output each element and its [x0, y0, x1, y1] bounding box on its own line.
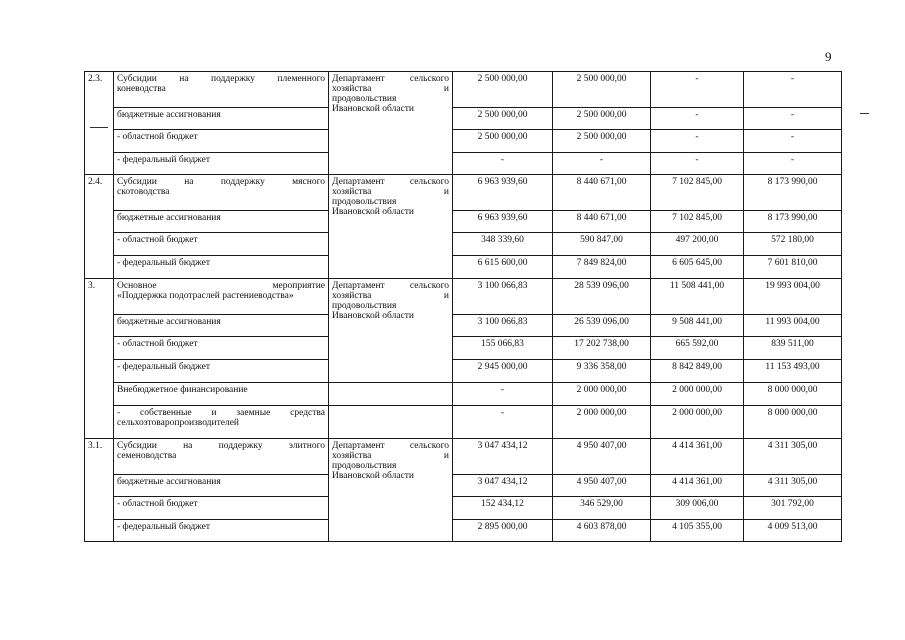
row-label: - федеральный бюджет: [114, 153, 329, 175]
department-line2: хозяйства и: [332, 187, 449, 197]
amount-cell: 7 849 824,00: [553, 256, 651, 279]
amount-cell: 590 847,00: [553, 233, 651, 256]
row-label: - областной бюджет: [114, 497, 329, 520]
row-label-line1: - собственные и заемные средства: [117, 408, 325, 418]
amount-cell: -: [744, 153, 842, 175]
amount-cell: -: [651, 130, 744, 153]
amount-cell: -: [744, 72, 842, 108]
amount-cell: 6 605 645,00: [651, 256, 744, 279]
amount-cell: 2 000 000,00: [553, 383, 651, 406]
amount-cell: 3 047 434,12: [453, 439, 553, 475]
amount-cell: 4 603 878,00: [553, 520, 651, 542]
table-row: [85, 406, 842, 439]
amount-cell: 2 500 000,00: [553, 72, 651, 108]
section-header-row: [85, 279, 842, 315]
row-label-line1: Субсидии на поддержку мясного: [117, 177, 325, 187]
amount-cell: 4 311 305,00: [744, 475, 842, 497]
amount-cell: 2 500 000,00: [553, 130, 651, 153]
amount-cell: 3 047 434,12: [453, 475, 553, 497]
amount-cell: 26 539 096,00: [553, 315, 651, 337]
amount-cell: 6 963 939,60: [453, 211, 553, 233]
amount-cell: -: [453, 406, 553, 439]
amount-cell: 4 105 355,00: [651, 520, 744, 542]
amount-cell: 572 180,00: [744, 233, 842, 256]
amount-cell: 11 508 441,00: [651, 279, 744, 315]
amount-cell: 8 842 849,00: [651, 360, 744, 383]
row-label-line2: «Поддержка подотраслей растениеводства»: [117, 291, 294, 301]
row-label-line1: Субсидии на поддержку элитного: [117, 441, 325, 451]
amount-cell: -: [453, 383, 553, 406]
row-label: бюджетные ассигнования: [114, 475, 329, 497]
department-cell: [329, 175, 453, 279]
department-empty: [329, 383, 453, 406]
department-line3: продовольствия: [332, 461, 397, 471]
amount-cell: 348 339,60: [453, 233, 553, 256]
amount-cell: 3 100 066,83: [453, 279, 553, 315]
amount-cell: 4 950 407,00: [553, 475, 651, 497]
department-line4: Ивановской области: [332, 104, 415, 114]
row-label: - областной бюджет: [114, 130, 329, 153]
row-label: - федеральный бюджет: [114, 360, 329, 383]
section-number: 3.1.: [85, 439, 114, 542]
amount-cell: 346 529,00: [553, 497, 651, 520]
amount-cell: 2 500 000,00: [453, 72, 553, 108]
amount-cell: 4 950 407,00: [553, 439, 651, 475]
amount-cell: -: [744, 108, 842, 130]
amount-cell: 309 006,00: [651, 497, 744, 520]
row-label: бюджетные ассигнования: [114, 108, 329, 130]
row-label: бюджетные ассигнования: [114, 315, 329, 337]
table-row: [85, 211, 842, 233]
amount-cell: 2 500 000,00: [553, 108, 651, 130]
amount-cell: 4 414 361,00: [651, 475, 744, 497]
row-label-line2: сельхозтоваропроизводителей: [117, 418, 240, 428]
amount-cell: 4 311 305,00: [744, 439, 842, 475]
table-row: [85, 108, 842, 130]
amount-cell: 152 434,12: [453, 497, 553, 520]
table-row: [85, 497, 842, 520]
table-row: [85, 520, 842, 542]
amount-cell: 665 592,00: [651, 337, 744, 360]
department-line4: Ивановской области: [332, 207, 415, 217]
row-label-line1: Субсидии на поддержку племенного: [117, 74, 325, 84]
row-label: [114, 175, 329, 211]
section-header-row: [85, 175, 842, 211]
row-label-line1: Основное мероприятие: [117, 281, 325, 291]
amount-cell: 8 000 000,00: [744, 383, 842, 406]
amount-cell: 7 601 810,00: [744, 256, 842, 279]
amount-cell: 7 102 845,00: [651, 175, 744, 211]
department-line4: Ивановской области: [332, 471, 415, 481]
department-line3: продовольствия: [332, 197, 397, 207]
table-row: [85, 315, 842, 337]
amount-cell: 4 414 361,00: [651, 439, 744, 475]
row-label: - федеральный бюджет: [114, 520, 329, 542]
department-cell: [329, 279, 453, 383]
amount-cell: 11 153 493,00: [744, 360, 842, 383]
amount-cell: 28 539 096,00: [553, 279, 651, 315]
department-line2: хозяйства и: [332, 84, 449, 94]
department-line2: хозяйства и: [332, 291, 449, 301]
row-label: [114, 72, 329, 108]
table-row: [85, 475, 842, 497]
department-line1: Департамент сельского: [332, 281, 449, 291]
amount-cell: 2 895 000,00: [453, 520, 553, 542]
table-row: [85, 337, 842, 360]
table-row: [85, 256, 842, 279]
row-label-line2: скотоводства: [117, 187, 170, 197]
row-label: [114, 279, 329, 315]
table-row: [85, 130, 842, 153]
amount-cell: 6 963 939,60: [453, 175, 553, 211]
amount-cell: 9 508 441,00: [651, 315, 744, 337]
amount-cell: 8 440 671,00: [553, 175, 651, 211]
amount-cell: 6 615 600,00: [453, 256, 553, 279]
amount-cell: 11 993 004,00: [744, 315, 842, 337]
amount-cell: 8 000 000,00: [744, 406, 842, 439]
department-line1: Департамент сельского: [332, 74, 449, 84]
amount-cell: 2 000 000,00: [651, 406, 744, 439]
row-label: - федеральный бюджет: [114, 256, 329, 279]
department-line3: продовольствия: [332, 94, 397, 104]
amount-cell: 7 102 845,00: [651, 211, 744, 233]
amount-cell: 155 066,83: [453, 337, 553, 360]
amount-cell: 497 200,00: [651, 233, 744, 256]
amount-cell: 4 009 513,00: [744, 520, 842, 542]
department-empty: [329, 406, 453, 439]
row-label-line2: семеноводства: [117, 451, 177, 461]
section-number: 2.3.: [85, 72, 114, 175]
amount-cell: 2 000 000,00: [553, 406, 651, 439]
amount-cell: 3 100 066,83: [453, 315, 553, 337]
row-label: Внебюджетное финансирование: [114, 383, 329, 406]
table-row: [85, 383, 842, 406]
amount-cell: 2 945 000,00: [453, 360, 553, 383]
row-label: бюджетные ассигнования: [114, 211, 329, 233]
amount-cell: 19 993 004,00: [744, 279, 842, 315]
amount-cell: -: [651, 153, 744, 175]
amount-cell: 8 440 671,00: [553, 211, 651, 233]
amount-cell: 2 500 000,00: [453, 108, 553, 130]
table-row: [85, 233, 842, 256]
margin-mark: [860, 113, 869, 114]
table-row: [85, 153, 842, 175]
amount-cell: -: [553, 153, 651, 175]
amount-cell: 9 336 358,00: [553, 360, 651, 383]
amount-cell: -: [651, 72, 744, 108]
department-line4: Ивановской области: [332, 311, 415, 321]
amount-cell: 839 511,00: [744, 337, 842, 360]
budget-table: [84, 71, 842, 542]
row-label-line2: коневодства: [117, 84, 166, 94]
amount-cell: 2 500 000,00: [453, 130, 553, 153]
row-label: - областной бюджет: [114, 337, 329, 360]
row-label: [114, 439, 329, 475]
page-number: 9: [825, 49, 832, 64]
amount-cell: -: [651, 108, 744, 130]
table-row: [85, 360, 842, 383]
section-header-row: [85, 439, 842, 475]
department-line2: хозяйства и: [332, 451, 449, 461]
row-label: - областной бюджет: [114, 233, 329, 256]
amount-cell: 301 792,00: [744, 497, 842, 520]
amount-cell: -: [453, 153, 553, 175]
section-header-row: [85, 72, 842, 108]
amount-cell: 2 000 000,00: [651, 383, 744, 406]
department-cell: [329, 439, 453, 542]
department-line1: Департамент сельского: [332, 177, 449, 187]
amount-cell: 17 202 738,00: [553, 337, 651, 360]
row-label: [114, 406, 329, 439]
amount-cell: 8 173 990,00: [744, 211, 842, 233]
department-cell: [329, 72, 453, 175]
department-line3: продовольствия: [332, 301, 397, 311]
section-number: 3.: [85, 279, 114, 439]
amount-cell: -: [744, 130, 842, 153]
department-line1: Департамент сельского: [332, 441, 449, 451]
amount-cell: 8 173 990,00: [744, 175, 842, 211]
section-number: 2.4.: [85, 175, 114, 279]
